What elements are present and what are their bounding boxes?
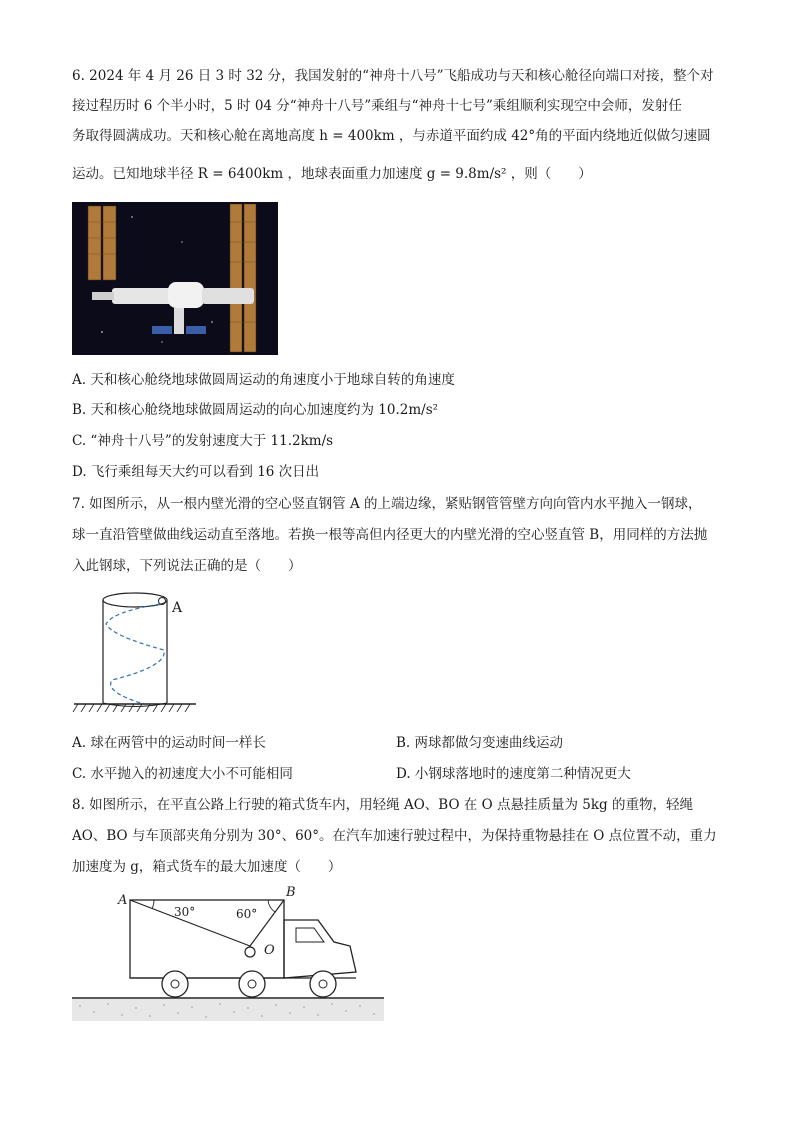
q6-line-2: 接过程历时 6 个半小时，5 时 04 分“神舟十八号”乘组与“神舟十七号”乘组顺利实现空中会师，发射任 [72, 98, 682, 114]
space-station-photo [72, 202, 278, 355]
label-angle-60: 60° [236, 907, 258, 921]
tube-figure [72, 588, 202, 720]
truck-figure [72, 884, 388, 1024]
truck-diagram [72, 884, 388, 1024]
q6-option-b: B. 天和核心舱绕地球做圆周运动的向心加速度约为 10.2m/s² [72, 402, 439, 418]
q7-option-a: A. 球在两管中的运动时间一样长 [72, 735, 266, 751]
q6-option-a: A. 天和核心舱绕地球做圆周运动的角速度小于地球自转的角速度 [72, 372, 455, 388]
q7-option-b: B. 两球都做匀变速曲线运动 [396, 735, 564, 751]
label-point-o: O [264, 943, 275, 958]
label-angle-30: 30° [174, 905, 196, 919]
q7-line-3: 入此钢球，下列说法正确的是（ ） [72, 558, 302, 574]
q7-line-1: 7. 如图所示，从一根内壁光滑的空心竖直钢管 A 的上端边缘，紧贴钢管管壁方向向管内水平抛入一钢球， [72, 496, 702, 512]
label-point-a: A [118, 893, 128, 908]
q7-option-d: D. 小钢球落地时的速度第二种情况更大 [396, 766, 631, 782]
label-point-b: B [286, 885, 296, 900]
q6-option-c: C. “神舟十八号”的发射速度大于 11.2km/s [72, 433, 334, 449]
tube-diagram [72, 588, 202, 720]
space-station-image [72, 202, 278, 355]
q8-line-3: 加速度为 g，箱式货车的最大加速度（ ） [72, 859, 342, 875]
q6-line-1: 6. 2024 年 4 月 26 日 3 时 32 分，我国发射的“神舟十八号”飞船成功与天和核心舱径向端口对接，整个对 [72, 68, 714, 84]
q7-line-2: 球一直沿管壁做曲线运动直至落地。若换一根等高但内径更大的内壁光滑的空心竖直管 B，用同样的方法抛 [72, 527, 708, 543]
q6-option-d: D. 飞行乘组每天大约可以看到 16 次日出 [72, 464, 320, 480]
q7-option-c: C. 水平抛入的初速度大小不可能相同 [72, 766, 293, 782]
q8-line-2: AO、BO 与车顶部夹角分别为 30°、60°。在汽车加速行驶过程中，为保持重物悬挂在 O 点位置不动，重力 [72, 828, 717, 844]
q6-line-4: 运动。已知地球半径 R = 6400km ，地球表面重力加速度 g = 9.8m/s² ，则（ ） [72, 166, 592, 182]
q6-line-3: 务取得圆满成功。天和核心舱在离地高度 h = 400km ，与赤道平面约成 42°角的平面内绕地近似做匀速圆 [72, 128, 711, 144]
tube-label-a: A [172, 600, 183, 616]
q8-line-1: 8. 如图所示，在平直公路上行驶的箱式货车内，用轻绳 AO、BO 在 O 点悬挂质量为 5kg 的重物，轻绳 [72, 797, 693, 813]
